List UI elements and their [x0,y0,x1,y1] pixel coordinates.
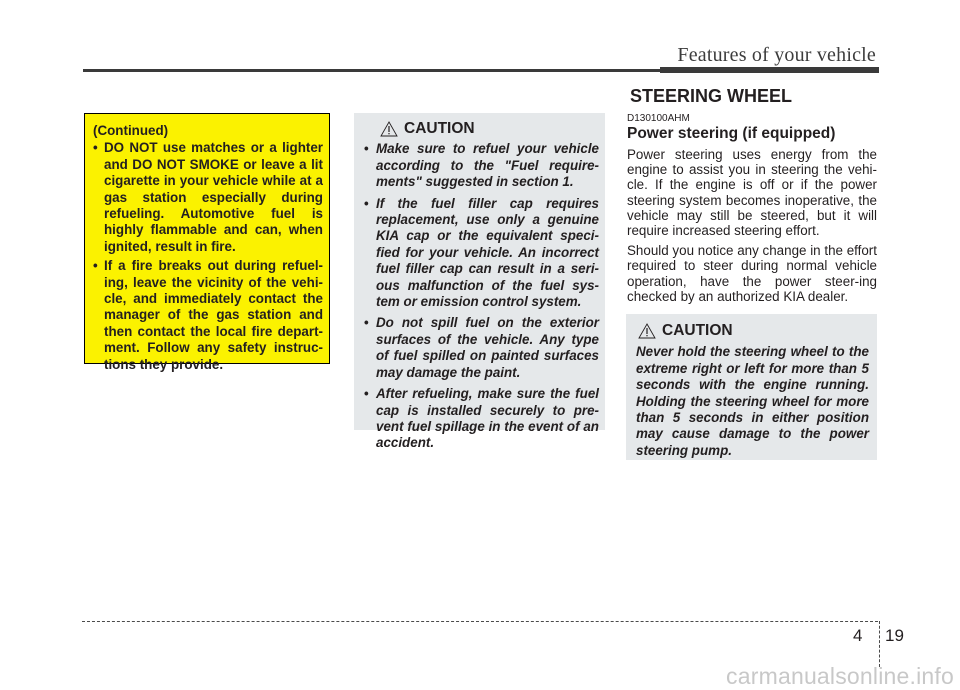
caution-item-text: If the fuel filler cap requires replacement, use only a genuine KIA cap or the equivalent speci-fied for your vehicle. An incorrect fuel filler cap can result in a seri-ous malfunction of the fuel sys-tem or emission control system. [376,195,599,310]
caution-heading-label: CAUTION [404,120,475,137]
bullet: • [93,140,98,156]
subsection-title: Power steering (if equipped) [627,125,836,142]
footer-divider [879,621,880,667]
caution-item-text: After refueling, make sure the fuel cap is installed securely to pre-vent fuel spillage in the event of an accident. [376,386,599,451]
page-number: 19 [885,626,904,645]
warning-item-text: If a fire breaks out during refuel-ing, leave the vicinity of the vehi-cle, and immediately contact the manager of the gas station and then contact the local fire depart-ment. Follow any safety instruc-tions they provide. [104,258,323,372]
caution-item [364,141,599,190]
section-code: D130100AHM [627,113,690,124]
caution-text: Never hold the steering wheel to the extreme right or left for more than 5 seconds with the engine running. Holding the steering wheel for more than 5 seconds in either position may cause damage to the power steering pump. [636,344,869,458]
bullet: • [93,258,98,274]
section-body [627,147,877,309]
warning-item [93,258,323,373]
caution-item [364,386,599,452]
bullet: • [364,141,369,157]
warning-continued-label: (Continued) [93,123,169,138]
body-paragraph: Should you notice any change in the effort required to steer during normal vehicle operation, have the power steer-ing checked by an authorized KIA dealer. [627,243,877,304]
warning-item-text: DO NOT use matches or a lighter and DO NOT SMOKE or leave a lit cigarette in your vehicle while at a gas station especially during refueling. Automotive fuel is highly flammable and can, when ignited, result in fire. [104,140,323,254]
warning-triangle-icon [380,121,398,137]
caution-heading [380,121,599,137]
watermark: carmanualsonline.info [726,663,954,689]
warning-box [84,113,330,372]
body-paragraph: Power steering uses energy from the engine to assist you in steering the vehi-cle. If the engine is off or if the power steering system becomes inoperative, the vehicle may still be steered, but it will require increased steering effort. [627,147,877,239]
bullet: • [364,315,369,331]
warning-triangle-icon [638,323,656,339]
caution-item [364,315,599,381]
caution-item-text: Do not spill fuel on the exterior surfaces of the vehicle. Any type of fuel spilled on painted surfaces may damage the paint. [376,315,599,380]
caution-heading [638,323,869,339]
header-rule-accent [660,67,879,73]
section-title: STEERING WHEEL [630,86,793,106]
caution-box-fuel [354,113,605,451]
caution-item [364,196,599,311]
bullet: • [364,386,369,402]
caution-box-steering [626,314,877,460]
caution-heading-label: CAUTION [662,322,733,339]
caution-item-text: Make sure to refuel your vehicle according to the "Fuel require-ments" suggested in section 1. [376,141,599,190]
footer-rule [82,621,878,622]
warning-item [93,140,323,255]
chapter-number: 4 [853,626,863,645]
header-title: Features of your vehicle [677,44,876,66]
bullet: • [364,195,369,211]
